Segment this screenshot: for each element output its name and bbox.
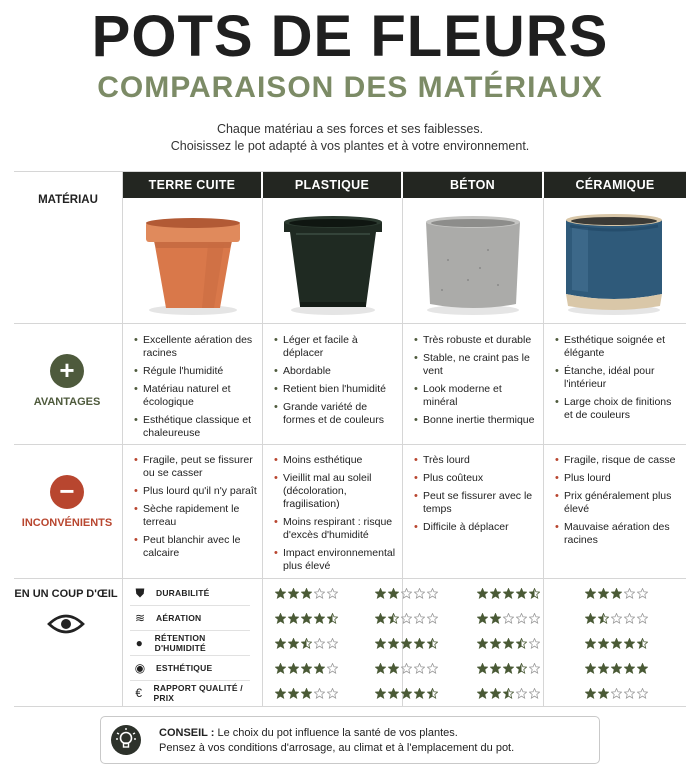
star-empty-icon — [529, 688, 540, 699]
star-empty-icon — [327, 663, 338, 674]
star-empty-icon — [529, 613, 540, 624]
eye-icon: ◉ — [134, 661, 146, 675]
divider — [14, 578, 686, 579]
star-empty-icon — [516, 688, 527, 699]
star-full-icon — [275, 588, 286, 599]
star-empty-icon — [529, 638, 540, 649]
star-full-icon — [490, 663, 501, 674]
star-full-icon — [388, 688, 399, 699]
criterion-1 — [130, 606, 252, 630]
divider — [122, 172, 123, 706]
advantages-label — [14, 354, 120, 408]
disadvantages-cell-ceramique — [555, 454, 683, 552]
star-full-icon — [414, 688, 425, 699]
star-full-icon — [585, 588, 596, 599]
wind-icon: ≋ — [134, 611, 146, 625]
star-full-icon — [288, 588, 299, 599]
star-half-icon — [427, 688, 438, 699]
criterion-label: RAPPORT QUALITÉ / PRIX — [153, 683, 243, 703]
advantages-text: AVANTAGES — [33, 396, 101, 408]
star-rating — [477, 656, 542, 680]
minus-icon: − — [50, 475, 84, 509]
star-full-icon — [637, 663, 648, 674]
star-empty-icon — [503, 613, 514, 624]
star-empty-icon — [624, 588, 635, 599]
criterion-label: AÉRATION — [156, 613, 202, 623]
star-half-icon — [516, 638, 527, 649]
star-full-icon — [301, 613, 312, 624]
list-item: • Léger et facile à déplacer — [274, 334, 398, 360]
star-half-icon — [388, 613, 399, 624]
star-half-icon — [301, 638, 312, 649]
star-empty-icon — [624, 613, 635, 624]
star-full-icon — [503, 588, 514, 599]
list-item: • Moins respirant : risque d'excès d'humidité — [274, 516, 398, 542]
star-empty-icon — [401, 613, 412, 624]
criterion-0 — [130, 581, 252, 605]
star-full-icon — [503, 638, 514, 649]
star-full-icon — [585, 613, 596, 624]
star-full-icon — [585, 638, 596, 649]
list-item: • Peut se fissurer avec le temps — [414, 490, 538, 516]
list-item: • Plus lourd qu'il n'y paraît — [134, 485, 258, 498]
star-rating — [275, 656, 340, 680]
star-full-icon — [598, 588, 609, 599]
disadvantages-text: INCONVÉNIENTS — [21, 517, 113, 529]
list-item: • Vieillit mal au soleil (décoloration, fragilisation) — [274, 472, 398, 511]
star-full-icon — [503, 663, 514, 674]
column-header-ceramique: CÉRAMIQUE — [544, 172, 686, 198]
list-item: • Bonne inertie thermique — [414, 414, 538, 427]
star-full-icon — [490, 588, 501, 599]
list-item: • Esthétique classique et chaleureuse — [134, 414, 258, 440]
divider — [543, 198, 544, 706]
star-empty-icon — [401, 663, 412, 674]
star-full-icon — [388, 588, 399, 599]
star-full-icon — [490, 688, 501, 699]
list-item: • Matériau naturel et écologique — [134, 383, 258, 409]
star-full-icon — [598, 663, 609, 674]
list-item: • Difficile à déplacer — [414, 521, 538, 534]
star-rating — [585, 656, 650, 680]
intro-line-2: Choisissez le pot adapté à vos plantes et à votre environnement. — [170, 139, 530, 153]
list-item: • Très robuste et durable — [414, 334, 538, 347]
star-full-icon — [314, 663, 325, 674]
star-full-icon — [275, 688, 286, 699]
star-full-icon — [585, 688, 596, 699]
advantages-cell-plastique — [274, 334, 398, 432]
star-empty-icon — [637, 613, 648, 624]
terracotta-pot-image — [138, 210, 248, 318]
disadvantages-label — [14, 475, 120, 529]
star-full-icon — [388, 663, 399, 674]
star-full-icon — [275, 638, 286, 649]
star-empty-icon — [327, 588, 338, 599]
star-empty-icon — [414, 663, 425, 674]
criterion-label: DURABILITÉ — [156, 588, 210, 598]
list-item: • Moins esthétique — [274, 454, 398, 467]
star-empty-icon — [427, 613, 438, 624]
list-item: • Retient bien l'humidité — [274, 383, 398, 396]
star-full-icon — [401, 688, 412, 699]
criterion-label: RÉTENTION D'HUMIDITÉ — [154, 633, 206, 653]
plastic-pot-image — [278, 210, 388, 318]
tip-text — [159, 726, 514, 756]
star-full-icon — [414, 638, 425, 649]
star-full-icon — [375, 688, 386, 699]
star-full-icon — [401, 638, 412, 649]
star-full-icon — [301, 663, 312, 674]
star-empty-icon — [327, 688, 338, 699]
lightbulb-icon — [111, 725, 141, 755]
tip-box — [100, 716, 600, 764]
star-empty-icon — [314, 588, 325, 599]
material-row-header: MATÉRIAU — [38, 194, 98, 206]
star-empty-icon — [529, 663, 540, 674]
star-rating — [275, 631, 340, 655]
star-full-icon — [288, 613, 299, 624]
star-full-icon — [288, 638, 299, 649]
star-rating — [375, 581, 440, 605]
star-empty-icon — [427, 588, 438, 599]
list-item: • Fragile, risque de casse — [555, 454, 683, 467]
star-full-icon — [375, 663, 386, 674]
star-full-icon — [301, 688, 312, 699]
star-empty-icon — [637, 588, 648, 599]
star-rating — [275, 581, 340, 605]
list-item: • Impact environnemental plus élevé — [274, 547, 398, 573]
star-half-icon — [427, 638, 438, 649]
glance-title: EN UN COUP D'ŒIL — [14, 588, 118, 600]
star-full-icon — [477, 588, 488, 599]
star-rating — [375, 606, 440, 630]
divider — [262, 198, 263, 706]
criterion-label: ESTHÉTIQUE — [156, 663, 213, 673]
star-empty-icon — [516, 613, 527, 624]
disadvantages-cell-terre-cuite — [134, 454, 258, 565]
shield-icon: ⛊ — [135, 585, 145, 600]
water-drop-icon: ● — [135, 636, 143, 650]
star-full-icon — [301, 588, 312, 599]
list-item: • Esthétique soignée et élégante — [555, 334, 683, 360]
star-full-icon — [611, 588, 622, 599]
divider — [14, 444, 686, 445]
concrete-pot-image — [418, 210, 528, 318]
star-rating — [477, 606, 542, 630]
star-full-icon — [624, 638, 635, 649]
star-empty-icon — [314, 688, 325, 699]
criterion-3 — [130, 656, 252, 680]
list-item: • Look moderne et minéral — [414, 383, 538, 409]
star-empty-icon — [414, 588, 425, 599]
plus-icon: + — [50, 354, 84, 388]
star-half-icon — [598, 613, 609, 624]
star-full-icon — [375, 613, 386, 624]
star-half-icon — [327, 613, 338, 624]
star-full-icon — [388, 638, 399, 649]
star-full-icon — [375, 638, 386, 649]
list-item: • Peut blanchir avec le calcaire — [134, 534, 258, 560]
star-full-icon — [314, 613, 325, 624]
column-header-plastique: PLASTIQUE — [263, 172, 401, 198]
star-rating — [275, 681, 340, 705]
star-full-icon — [477, 663, 488, 674]
star-empty-icon — [327, 638, 338, 649]
star-empty-icon — [611, 688, 622, 699]
eye-icon — [47, 612, 85, 636]
criterion-2 — [130, 631, 252, 655]
advantages-cell-beton — [414, 334, 538, 432]
list-item: • Large choix de finitions et de couleurs — [555, 396, 683, 422]
star-full-icon — [598, 688, 609, 699]
star-rating — [585, 606, 650, 630]
tip-label: CONSEIL : — [159, 727, 215, 739]
star-full-icon — [288, 663, 299, 674]
list-item: • Mauvaise aération des racines — [555, 521, 683, 547]
star-full-icon — [477, 688, 488, 699]
list-item: • Excellente aération des racines — [134, 334, 258, 360]
star-empty-icon — [314, 638, 325, 649]
star-full-icon — [275, 613, 286, 624]
star-empty-icon — [637, 688, 648, 699]
ceramic-pot-image — [558, 208, 670, 318]
star-full-icon — [477, 638, 488, 649]
tip-line-1: Le choix du pot influence la santé de vos plantes. — [217, 727, 458, 739]
list-item: • Stable, ne craint pas le vent — [414, 352, 538, 378]
star-rating — [375, 631, 440, 655]
list-item: • Plus lourd — [555, 472, 683, 485]
list-item: • Étanche, idéal pour l'intérieur — [555, 365, 683, 391]
star-empty-icon — [427, 663, 438, 674]
intro-text — [0, 121, 700, 155]
star-empty-icon — [401, 588, 412, 599]
star-full-icon — [611, 638, 622, 649]
star-rating — [275, 606, 340, 630]
euro-icon: € — [135, 686, 143, 700]
star-full-icon — [490, 638, 501, 649]
star-half-icon — [503, 688, 514, 699]
star-empty-icon — [624, 688, 635, 699]
star-rating — [375, 656, 440, 680]
star-rating — [477, 681, 542, 705]
page-title: POTS DE FLEURS — [91, 4, 609, 69]
advantages-cell-terre-cuite — [134, 334, 258, 445]
list-item: • Plus coûteux — [414, 472, 538, 485]
star-rating — [585, 681, 650, 705]
tip-line-2: Pensez à vos conditions d'arrosage, au climat et à l'emplacement du pot. — [159, 742, 515, 754]
divider — [14, 706, 686, 707]
list-item: • Régule l'humidité — [134, 365, 258, 378]
divider — [14, 323, 686, 324]
column-header-beton: BÉTON — [403, 172, 542, 198]
intro-line-1: Chaque matériau a ses forces et ses faiblesses. — [216, 122, 484, 136]
star-rating — [477, 631, 542, 655]
list-item: • Abordable — [274, 365, 398, 378]
star-full-icon — [275, 663, 286, 674]
star-full-icon — [624, 663, 635, 674]
criterion-4 — [130, 681, 252, 705]
star-full-icon — [585, 663, 596, 674]
star-full-icon — [490, 613, 501, 624]
star-full-icon — [598, 638, 609, 649]
star-full-icon — [611, 663, 622, 674]
star-rating — [477, 581, 542, 605]
star-full-icon — [477, 613, 488, 624]
list-item: • Très lourd — [414, 454, 538, 467]
star-full-icon — [516, 588, 527, 599]
advantages-cell-ceramique — [555, 334, 683, 427]
list-item: • Fragile, peut se fissurer ou se casser — [134, 454, 258, 480]
star-rating — [585, 631, 650, 655]
disadvantages-cell-beton — [414, 454, 538, 539]
list-item: • Sèche rapidement le terreau — [134, 503, 258, 529]
star-rating — [375, 681, 440, 705]
list-item: • Grande variété de formes et de couleurs — [274, 401, 398, 427]
column-header-terre-cuite: TERRE CUITE — [123, 172, 261, 198]
star-rating — [585, 581, 650, 605]
star-half-icon — [637, 638, 648, 649]
star-half-icon — [529, 588, 540, 599]
star-empty-icon — [414, 613, 425, 624]
star-empty-icon — [611, 613, 622, 624]
page-subtitle: COMPARAISON DES MATÉRIAUX — [97, 71, 603, 104]
star-half-icon — [516, 663, 527, 674]
list-item: • Prix généralement plus élevé — [555, 490, 683, 516]
star-full-icon — [288, 688, 299, 699]
disadvantages-cell-plastique — [274, 454, 398, 578]
star-full-icon — [375, 588, 386, 599]
